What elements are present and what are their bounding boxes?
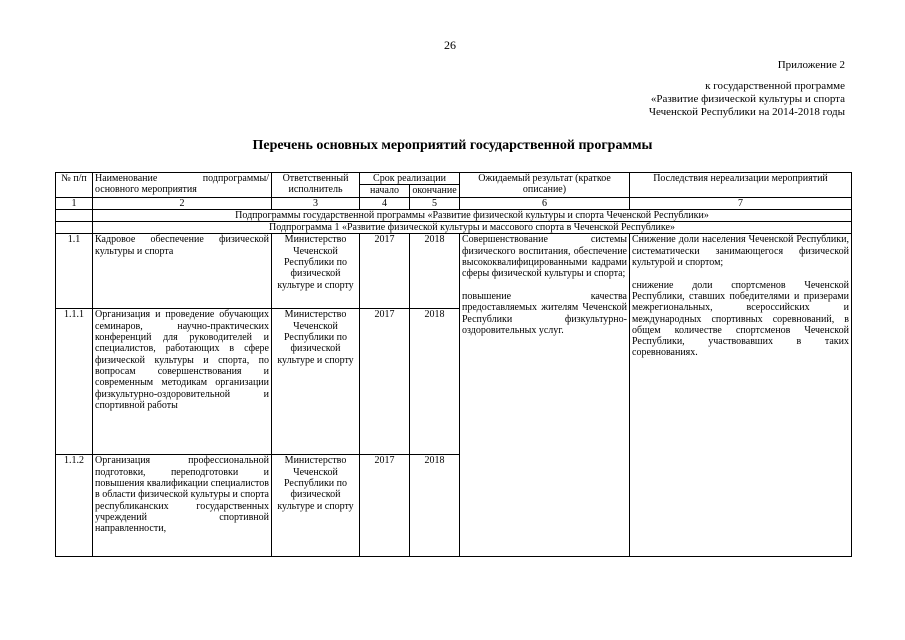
header-executor: Ответственный исполнитель	[272, 173, 360, 198]
page-number: 26	[444, 38, 456, 52]
header-period: Срок реализации	[360, 173, 460, 185]
consequences-part-1: Снижение доли населения Чеченской Республики, систематически занимающегося физической культурой и спортом;	[632, 234, 849, 269]
appendix-line-3: Чеченской Республики на 2014-2018 годы	[648, 106, 845, 118]
row-start: 2017	[360, 234, 410, 309]
appendix-line-1: к государственной программе	[705, 80, 845, 92]
consequences-part-2: снижение доли спортсменов Чеченской Республики, ставших победителями и призерами межрегиональных, всероссийских и международных спортивных соревнований, в общем количестве спортсменов Чеченской Республики, участвовавших в таких соревнованиях.	[632, 279, 849, 359]
row-executor: Министерство Чеченской Республики по физической культуре и спорту	[272, 309, 360, 455]
row-end: 2018	[410, 455, 460, 557]
header-consequences: Последствия нереализации мероприятий	[630, 173, 852, 198]
col-number: 3	[272, 197, 360, 209]
empty-cell	[56, 222, 93, 234]
header-result: Ожидаемый результат (краткое описание)	[460, 173, 630, 198]
header-num: № п/п	[56, 173, 93, 198]
row-end: 2018	[410, 234, 460, 309]
col-number: 5	[410, 197, 460, 209]
table-row	[56, 234, 852, 309]
row-executor: Министерство Чеченской Республики по физической культуре и спорту	[272, 234, 360, 309]
header-row	[56, 173, 852, 185]
header-start: начало	[360, 185, 410, 197]
row-number: 1.1.1	[56, 309, 93, 455]
row-number: 1.1	[56, 234, 93, 309]
row-name: Организация профессиональной подготовки, переподготовки и повышения квалификации специалистов в области физической культуры и спорта республиканских государственных учреждений спортивной направленности,	[93, 455, 272, 557]
col-number: 2	[93, 197, 272, 209]
row-executor: Министерство Чеченской Республики по физической культуре и спорту	[272, 455, 360, 557]
col-number: 4	[360, 197, 410, 209]
appendix-header	[649, 59, 845, 119]
column-numbers-row	[56, 197, 852, 209]
empty-cell	[56, 209, 93, 221]
row-start: 2017	[360, 455, 410, 557]
col-number: 7	[630, 197, 852, 209]
appendix-line-2: «Развитие физической культуры и спорта	[650, 93, 845, 105]
header-name: Наименование подпрограммы/ основного мероприятия	[93, 173, 272, 198]
expected-result-part-1: Совершенствование системы физического воспитания, обеспечение высококвалифицированными кадрами сферы физической культуры и спорта;	[462, 234, 627, 280]
expected-result	[460, 234, 630, 557]
row-start: 2017	[360, 309, 410, 455]
appendix-title: Приложение 2	[777, 59, 845, 71]
row-end: 2018	[410, 309, 460, 455]
subprogram-title: Подпрограмма 1 «Развитие физической культуры и массового спорта в Чеченской Республике»	[93, 222, 852, 234]
row-name: Организация и проведение обучающих семинаров, научно-практических конференций для руководителей и специалистов, работающих в сфере физической культуры и спорта, по вопросам совершенствования и современным методикам организации физкультурно-оздоровительной и спортивной работы	[93, 309, 272, 455]
program-row	[56, 209, 852, 221]
expected-result-part-2: повышение качества предоставляемых жителям Чеченской Республики физкультурно-оздоровительных услуг.	[462, 290, 627, 336]
col-number: 1	[56, 197, 93, 209]
row-number: 1.1.2	[56, 455, 93, 557]
program-title: Подпрограммы государственной программы «Развитие физической культуры и спорта Чеченской Республики»	[93, 209, 852, 221]
header-end: окончание	[410, 185, 460, 197]
measures-table	[55, 172, 852, 557]
document-title: Перечень основных мероприятий государственной программы	[252, 138, 653, 153]
subprogram-row	[56, 222, 852, 234]
row-name: Кадровое обеспечение физической культуры и спорта	[93, 234, 272, 309]
non-implementation-consequences	[630, 234, 852, 557]
col-number: 6	[460, 197, 630, 209]
